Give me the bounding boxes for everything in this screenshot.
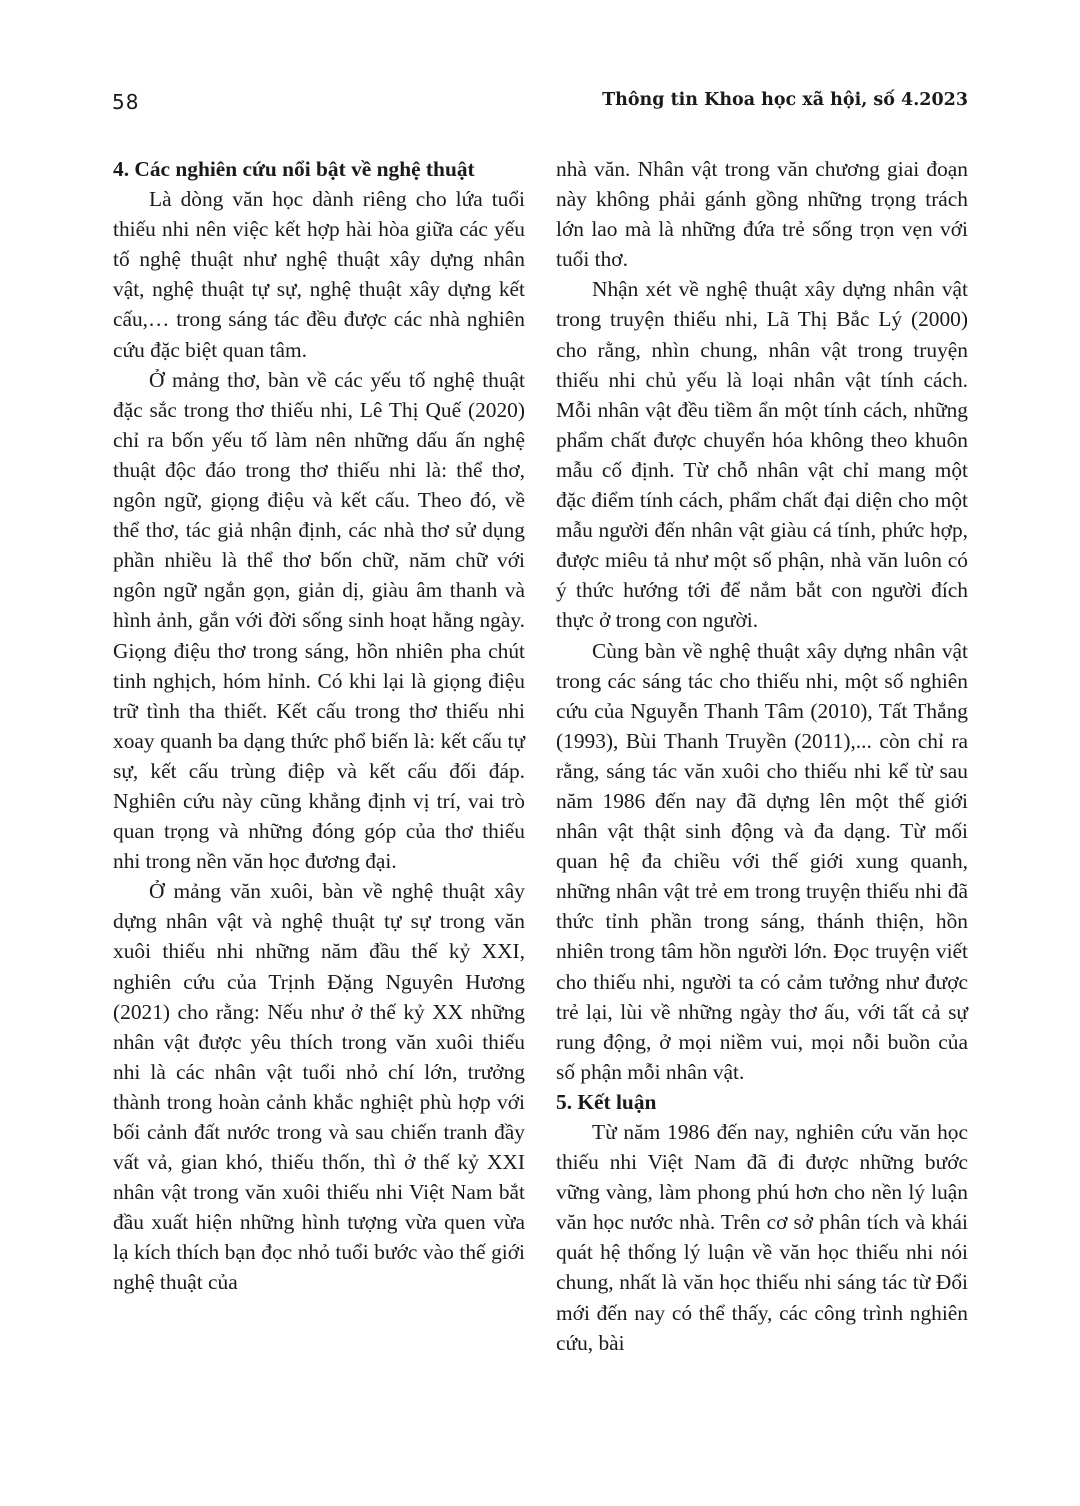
paragraph: Nhận xét về nghệ thuật xây dựng nhân vật trong truyện thiếu nhi, Lã Thị Bắc Lý (2000) cho rằng, nhìn chung, nhân vật trong truyện thiếu nhi chủ yếu là loại nhân vật tính cách. Mỗi nhân vật đều tiềm ẩn một tính cách, những phẩm chất được chuyển hóa không theo khuôn mẫu cố định. Từ chỗ nhân vật chỉ mang một đặc điểm tính cách, phẩm chất đại diện cho một mẫu người đến nhân vật giàu cá tính, phức hợp, được miêu tả như một số phận, nhà văn luôn có ý thức hướng tới để nắm bắt con người đích thực ở trong con người.	[556, 277, 968, 633]
paragraph: Cùng bàn về nghệ thuật xây dựng nhân vật trong các sáng tác cho thiếu nhi, một số nghiên cứu của Nguyễn Thanh Tâm (2010), Tất Thắng (1993), Bùi Thanh Truyền (2011),... còn chỉ ra rằng, sáng tác văn xuôi cho thiếu nhi kể từ sau năm 1986 đến nay đã dựng lên một thế giới nhân vật thật sinh động và đa dạng. Từ mối quan hệ đa chiều với thế giới xung quanh, những nhân vật trẻ em trong truyện thiếu nhi đã thức tỉnh phần trong sáng, thánh thiện, hồn nhiên trong tâm hồn người lớn. Đọc truyện viết cho thiếu nhi, người ta có cảm tưởng như được trẻ lại, lùi về những ngày thơ ấu, với tất cả sự rung động, ở mọi niềm vui, mọi nỗi buồn của số phận mỗi nhân vật.	[556, 638, 968, 1084]
paragraph: Từ năm 1986 đến nay, nghiên cứu văn học thiếu nhi Việt Nam đã đi được những bước vững vàng, làm phong phú hơn cho nền lý luận văn học nước nhà. Trên cơ sở phân tích và khái quát hệ thống lý luận về văn học thiếu nhi nói chung, nhất là văn học thiếu nhi sáng tác từ Đổi mới đến nay có thể thấy, các công trình nghiên cứu, bài	[556, 1120, 968, 1355]
page-header	[112, 90, 968, 124]
paragraph: Ở mảng thơ, bàn về các yếu tố nghệ thuật đặc sắc trong thơ thiếu nhi, Lê Thị Quế (2020) chỉ ra bốn yếu tố làm nên những dấu ấn nghệ thuật độc đáo trong thơ thiếu nhi là: thể thơ, ngôn ngữ, giọng điệu và kết cấu. Theo đó, về thể thơ, tác giả nhận định, các nhà thơ sử dụng phần nhiều là thể thơ bốn chữ, năm chữ với ngôn ngữ ngắn gọn, giản dị, giàu âm thanh và hình ảnh, gắn với đời sống sinh hoạt hằng ngày. Giọng điệu thơ trong sáng, hồn nhiên pha chút tinh nghịch, hóm hỉnh. Có khi lại là giọng điệu trữ tình tha thiết. Kết cấu trong thơ thiếu nhi xoay quanh ba dạng thức phổ biến là: kết cấu tự sự, kết cấu trùng điệp và kết cấu đối đáp. Nghiên cứu này cũng khẳng định vị trí, vai trò quan trọng và những đóng góp của thơ thiếu nhi trong nền văn học đương đại.	[113, 367, 525, 874]
paragraph: Là dòng văn học dành riêng cho lứa tuổi thiếu nhi nên việc kết hợp hài hòa giữa các yếu tố nghệ thuật như nghệ thuật xây dựng nhân vật, nghệ thuật tự sự, nghệ thuật xây dựng kết cấu,… trong sáng tác đều được các nhà nghiên cứu đặc biệt quan tâm.	[113, 187, 525, 362]
paragraph-continuation: nhà văn. Nhân vật trong văn chương giai đoạn này không phải gánh gồng những trọng trách lớn lao mà là những đứa trẻ sống trọn vẹn với tuổi thơ.	[556, 157, 968, 272]
right-column	[556, 154, 968, 1358]
left-column	[113, 154, 525, 1298]
paragraph: Ở mảng văn xuôi, bàn về nghệ thuật xây dựng nhân vật và nghệ thuật tự sự trong văn xuôi thiếu nhi những năm đầu thế kỷ XXI, nghiên cứu của Trịnh Đặng Nguyên Hương (2021) cho rằng: Nếu như ở thế kỷ XX những nhân vật được yêu thích trong văn xuôi thiếu nhi là các nhân vật tuổi nhỏ chí lớn, trưởng thành trong hoàn cảnh khắc nghiệt phù hợp với bối cảnh đất nước trong và sau chiến tranh đầy vất vả, gian khó, thiếu thốn, thì ở thế kỷ XXI nhân vật trong văn xuôi thiếu nhi Việt Nam bắt đầu xuất hiện những hình tượng vừa quen vừa lạ kích thích bạn đọc nhỏ tuổi bước vào thế giới nghệ thuật của	[113, 879, 525, 1295]
section-heading-4: 4. Các nghiên cứu nổi bật về nghệ thuật	[113, 157, 475, 181]
journal-title: Thông tin Khoa học xã hội, số 4.2023	[602, 90, 968, 110]
page-number: 58	[112, 90, 140, 114]
section-heading-5: 5. Kết luận	[556, 1089, 657, 1114]
